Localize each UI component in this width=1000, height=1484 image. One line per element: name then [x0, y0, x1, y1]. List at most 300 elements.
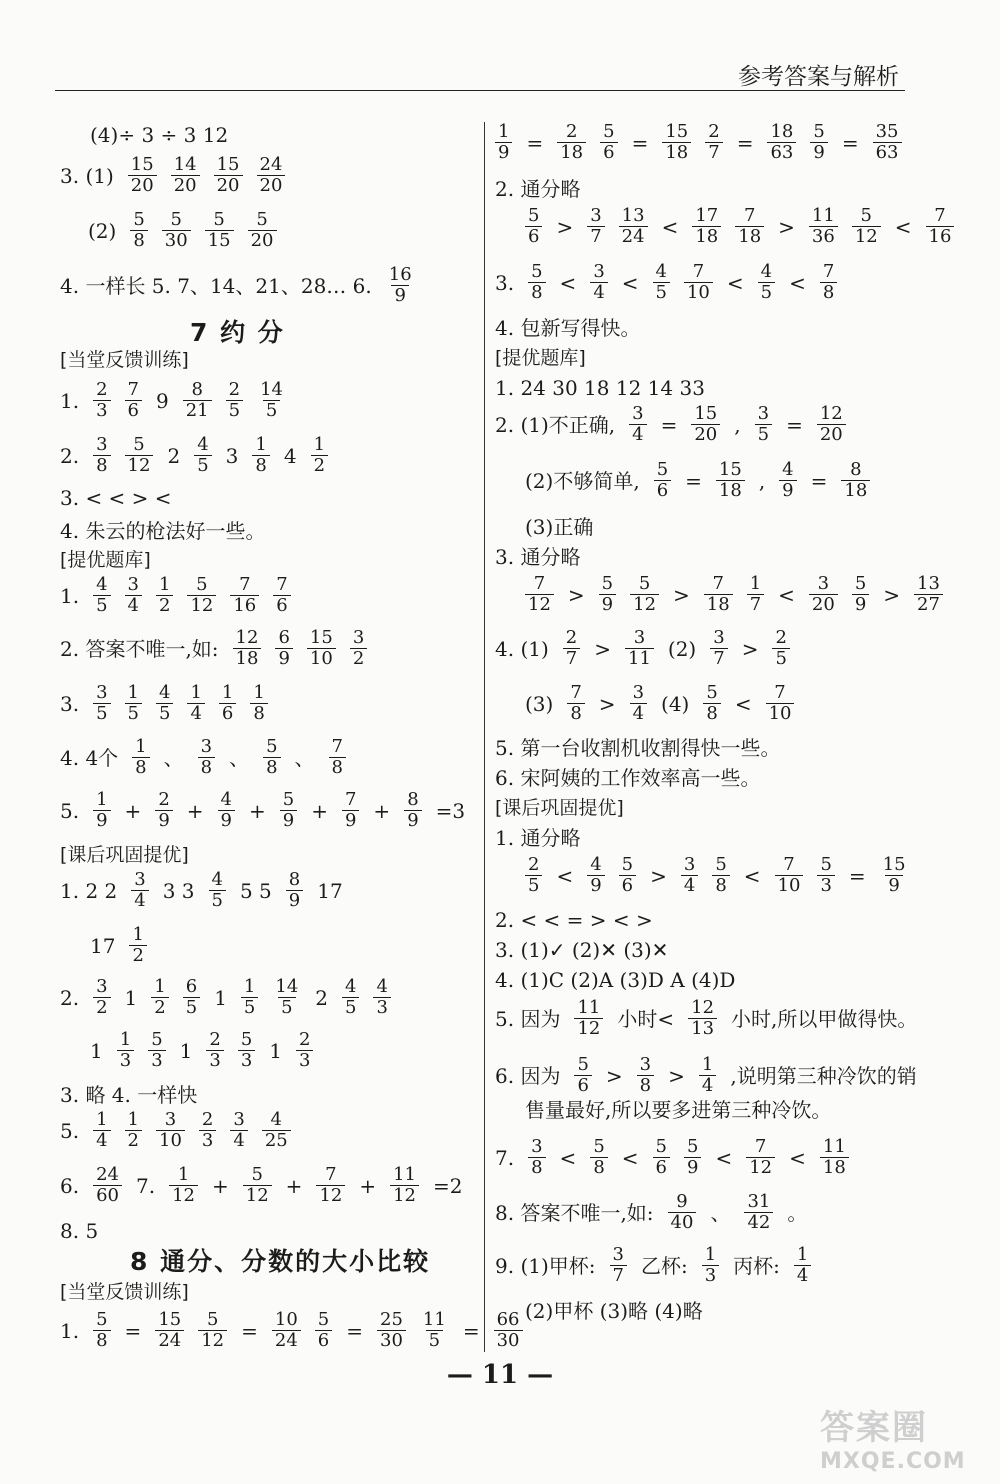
answer-text: [当堂反馈训练]	[60, 349, 189, 371]
fraction-denominator: 12	[574, 1018, 603, 1039]
fraction-numerator: 3	[593, 261, 605, 282]
fraction-numerator: 7	[533, 573, 546, 594]
fraction-numerator: 1	[749, 573, 762, 594]
fraction-denominator: 5	[426, 1330, 443, 1351]
fraction-denominator: 2	[125, 1130, 142, 1151]
fraction-denominator: 8	[637, 1075, 654, 1096]
fraction	[156, 683, 173, 724]
fraction-denominator: 5	[156, 703, 173, 724]
fraction-numerator: 1	[127, 1109, 139, 1130]
fraction-denominator: 5	[183, 997, 200, 1018]
fraction-numerator: 3	[817, 573, 830, 594]
fraction-numerator: 4	[590, 854, 602, 875]
fraction-numerator: 13	[621, 205, 645, 226]
answer-text: <	[743, 863, 761, 888]
fraction	[198, 737, 215, 778]
fraction	[93, 1165, 122, 1206]
fraction-numerator: 1	[255, 434, 267, 455]
fraction	[156, 575, 173, 616]
answer-text: 1	[90, 1038, 103, 1063]
watermark-top-text: 答案圈	[820, 1408, 928, 1448]
fraction-numerator: 5	[133, 434, 145, 455]
fraction	[703, 683, 720, 724]
answer-line	[60, 1165, 463, 1206]
fraction-numerator: 5	[96, 1309, 108, 1330]
answer-text: <	[621, 270, 639, 295]
fraction	[691, 404, 720, 445]
fraction-denominator: 10	[307, 648, 336, 669]
answer-text: 售量最好,所以要多进第三种冷饮。	[525, 1098, 832, 1122]
fraction	[125, 1110, 142, 1151]
fraction-denominator: 21	[183, 400, 212, 421]
fraction-denominator: 9	[93, 810, 110, 831]
fraction	[125, 683, 142, 724]
fraction	[710, 628, 727, 669]
fraction	[914, 574, 943, 615]
fraction	[712, 855, 729, 896]
fraction	[637, 1055, 654, 1096]
answer-line	[60, 265, 415, 306]
answer-text: =	[241, 1318, 258, 1343]
fraction-denominator: 9	[275, 648, 292, 669]
fraction	[775, 855, 804, 896]
answer-text: >	[778, 214, 795, 239]
fraction-numerator: 7	[754, 1136, 767, 1157]
answer-line	[495, 1055, 917, 1096]
answer-text: 、	[229, 745, 250, 770]
fraction-denominator: 2	[350, 648, 367, 669]
fraction-numerator: 3	[633, 627, 646, 648]
answer-text: >	[883, 582, 901, 607]
answer-text: +	[124, 798, 142, 823]
fraction-numerator: 5	[601, 573, 614, 594]
fraction-numerator: 5	[854, 573, 867, 594]
fraction-numerator: 1	[498, 121, 510, 142]
answer-text: (2)不够简单,	[525, 468, 640, 493]
fraction-numerator: 7	[276, 574, 288, 595]
section-title: 8 通分、分数的大小比较	[130, 1247, 431, 1276]
fraction-denominator: 9	[852, 594, 869, 615]
fraction-numerator: 1	[96, 789, 108, 810]
fraction-numerator: 2	[565, 627, 578, 648]
answer-text: 4. (1)	[495, 636, 549, 661]
fraction-numerator: 2	[565, 121, 578, 142]
fraction	[587, 855, 604, 896]
fraction-denominator: 7	[563, 648, 580, 669]
fraction	[528, 1137, 545, 1178]
fraction-denominator: 13	[688, 1018, 717, 1039]
answer-text: +	[248, 798, 266, 823]
answer-line	[60, 380, 286, 421]
fraction	[681, 855, 698, 896]
fraction-numerator: 12	[819, 403, 843, 424]
fraction-numerator: 5	[317, 1309, 330, 1330]
fraction-numerator: 7	[331, 736, 343, 757]
answer-line	[495, 763, 760, 793]
fraction	[755, 404, 772, 445]
fraction	[263, 737, 280, 778]
fraction-numerator: 11	[393, 1164, 417, 1185]
fraction	[316, 1165, 345, 1206]
fraction-numerator: 3	[134, 869, 146, 890]
fraction	[155, 790, 172, 831]
fraction	[272, 977, 301, 1018]
fraction-numerator: 5	[531, 261, 543, 282]
fraction	[495, 122, 512, 163]
fraction	[528, 262, 545, 303]
answer-line	[495, 122, 902, 163]
fraction	[386, 265, 415, 306]
answer-text: =	[124, 1318, 142, 1343]
fraction	[241, 977, 258, 1018]
fraction-denominator: 6	[219, 703, 236, 724]
answer-line	[90, 120, 228, 150]
answer-text: 1	[124, 985, 138, 1010]
fraction	[275, 628, 292, 669]
fraction	[809, 206, 838, 247]
fraction-denominator: 2	[151, 997, 168, 1018]
answer-text: >	[594, 636, 611, 661]
answer-text: =	[462, 1318, 480, 1343]
answer-text: 4. (1)C (2)A (3)D A (4)D	[495, 968, 736, 992]
answer-text: 2. < < = > < >	[495, 908, 653, 932]
fraction-numerator: 4	[345, 976, 357, 997]
answer-text: 3. < < > <	[60, 486, 172, 510]
fraction-denominator: 12	[630, 594, 659, 615]
fraction-denominator: 7	[705, 142, 722, 163]
fraction-numerator: 3	[233, 1109, 245, 1130]
fraction	[629, 404, 646, 445]
fraction	[684, 262, 713, 303]
fraction	[243, 1165, 272, 1206]
answer-line	[525, 683, 794, 724]
fraction	[169, 1165, 198, 1206]
fraction	[125, 575, 142, 616]
answer-text: +	[359, 1173, 377, 1198]
fraction-denominator: 6	[600, 142, 617, 163]
fraction-numerator: 5	[593, 1136, 605, 1157]
column-divider	[484, 122, 485, 1352]
fraction-numerator: 5	[621, 854, 634, 875]
answer-line	[60, 1216, 98, 1246]
fraction-numerator: 1	[190, 682, 202, 703]
fraction-numerator: 8	[407, 789, 419, 810]
fraction	[587, 206, 604, 247]
fraction-numerator: 24	[96, 1164, 119, 1185]
answer-text: 9. (1)甲杯:	[495, 1253, 596, 1278]
fraction-numerator: 4	[376, 976, 388, 997]
answer-text: 2.	[60, 985, 80, 1010]
fraction-numerator: 5	[240, 1029, 253, 1050]
answer-text: <	[789, 270, 806, 295]
answer-text: <	[789, 1145, 806, 1170]
answer-line	[60, 1110, 291, 1151]
answer-line	[60, 483, 172, 513]
fraction	[296, 1030, 313, 1071]
fraction-denominator: 6	[525, 226, 542, 247]
fraction-numerator: 4	[96, 574, 108, 595]
fraction-denominator: 8	[712, 875, 729, 896]
fraction-numerator: 5	[151, 1029, 163, 1050]
answer-text: >	[668, 1063, 685, 1088]
fraction-denominator: 42	[744, 1212, 773, 1233]
fraction-numerator: 1	[796, 1244, 809, 1265]
answer-text: 3. (1)✓ (2)✕ (3)✕	[495, 938, 669, 962]
fraction-numerator: 3	[713, 627, 725, 648]
answer-text: <	[559, 1145, 577, 1170]
answer-text: <	[734, 691, 752, 716]
fraction-denominator: 9	[587, 875, 604, 896]
fraction	[735, 206, 764, 247]
fraction-denominator: 8	[250, 703, 267, 724]
answer-line	[60, 683, 268, 724]
answer-text: 5.	[60, 798, 80, 823]
answer-text: >	[650, 863, 667, 888]
fraction-denominator: 8	[590, 1157, 607, 1178]
fraction	[218, 790, 235, 831]
fraction	[610, 1245, 627, 1286]
fraction-denominator: 30	[494, 1330, 523, 1351]
fraction-denominator: 3	[148, 1050, 165, 1071]
fraction-denominator: 3	[238, 1050, 255, 1071]
fraction-denominator: 20	[691, 424, 720, 445]
fraction-denominator: 5	[525, 875, 542, 896]
answer-line	[60, 737, 346, 778]
fraction	[390, 1165, 419, 1206]
fraction-denominator: 30	[377, 1330, 406, 1351]
fraction	[286, 870, 303, 911]
fraction-denominator: 12	[198, 1330, 227, 1351]
fraction-numerator: 1	[177, 1164, 190, 1185]
fraction	[125, 435, 154, 476]
answer-text: >	[741, 636, 759, 661]
fraction-denominator: 9	[342, 810, 359, 831]
fraction-denominator: 9	[599, 594, 616, 615]
answer-text: [课后巩固提优]	[60, 844, 189, 866]
answer-text: =	[841, 130, 859, 155]
fraction	[171, 155, 200, 196]
fraction-numerator: 7	[934, 205, 946, 226]
fraction	[619, 206, 648, 247]
answer-text: 5.	[60, 1118, 80, 1143]
answer-text: +	[212, 1173, 229, 1198]
fraction	[257, 155, 286, 196]
fraction-denominator: 18	[841, 480, 870, 501]
fraction-denominator: 9	[155, 810, 172, 831]
fraction-denominator: 5	[93, 703, 110, 724]
answer-text: 小时,所以甲做得快。	[731, 1006, 918, 1031]
fraction-denominator: 5	[653, 282, 670, 303]
answer-text: 5. 第一台收割机收割得快一些。	[495, 736, 781, 760]
fraction	[132, 737, 149, 778]
fraction	[252, 435, 269, 476]
fraction-numerator: 7	[127, 379, 139, 400]
fraction	[704, 574, 733, 615]
answer-text: 小时<	[617, 1006, 675, 1031]
fraction-numerator: 3	[612, 1244, 624, 1265]
fraction-numerator: 5	[706, 682, 718, 703]
fraction-numerator: 5	[638, 573, 651, 594]
fraction-denominator: 4	[699, 1075, 716, 1096]
answer-line	[525, 206, 954, 247]
answer-text: [课后巩固提优]	[495, 797, 624, 819]
fraction-denominator: 12	[852, 226, 881, 247]
answer-line	[60, 545, 151, 575]
fraction	[342, 790, 359, 831]
answer-line	[60, 1277, 189, 1307]
fraction-denominator: 5	[209, 890, 226, 911]
fraction-denominator: 18	[557, 142, 586, 163]
fraction-denominator: 6	[619, 875, 636, 896]
fraction-numerator: 3	[127, 574, 139, 595]
fraction	[744, 1192, 773, 1233]
fraction	[716, 460, 745, 501]
answer-text: +	[285, 1173, 303, 1198]
fraction	[155, 1310, 184, 1351]
answer-text: =	[660, 412, 678, 437]
answer-text: <	[715, 1145, 733, 1170]
answer-text: (2)	[88, 218, 117, 243]
fraction-denominator: 3	[117, 1050, 134, 1071]
fraction	[684, 1137, 701, 1178]
answer-line	[60, 155, 285, 196]
fraction-denominator: 60	[93, 1185, 122, 1206]
answer-line	[60, 575, 291, 616]
fraction-denominator: 10	[684, 282, 713, 303]
header-rule	[55, 90, 905, 91]
fraction	[747, 574, 764, 615]
fraction-denominator: 63	[873, 142, 902, 163]
fraction	[688, 998, 717, 1039]
answer-text: 4. 一样长 5. 7、14、21、28… 6.	[60, 273, 372, 298]
fraction-numerator: 16	[388, 264, 412, 285]
fraction-numerator: 2	[158, 789, 170, 810]
fraction-numerator: 15	[718, 459, 742, 480]
fraction-numerator: 1	[243, 976, 256, 997]
fraction-numerator: 1	[154, 976, 166, 997]
fraction	[820, 1137, 849, 1178]
fraction-denominator: 20	[171, 175, 200, 196]
fraction-numerator: 3	[632, 682, 645, 703]
fraction-numerator: 11	[822, 1136, 846, 1157]
fraction-denominator: 9	[286, 890, 303, 911]
answer-line	[60, 977, 391, 1018]
fraction-numerator: 15	[216, 154, 240, 175]
answer-text: 6.	[60, 1173, 80, 1198]
fraction-denominator: 4	[794, 1265, 811, 1286]
fraction-denominator: 2	[311, 455, 328, 476]
fraction-numerator: 3	[757, 403, 770, 424]
fraction-numerator: 2	[299, 1029, 311, 1050]
fraction-denominator: 9	[280, 810, 297, 831]
fraction	[131, 870, 148, 911]
answer-text: ,说明第三种冷饮的销	[730, 1063, 917, 1088]
answer-text: 6. 因为	[495, 1063, 561, 1088]
answer-text: [提优题库]	[60, 549, 151, 571]
answer-text: =	[810, 468, 828, 493]
fraction-denominator: 8	[93, 1330, 110, 1351]
answer-text: =	[685, 468, 702, 493]
answer-line	[525, 574, 943, 615]
fraction-denominator: 6	[273, 595, 290, 616]
fraction-denominator: 16	[926, 226, 955, 247]
fraction	[250, 683, 267, 724]
answer-text: 2. 答案不唯一,如:	[60, 636, 219, 661]
answer-text: <	[621, 1145, 639, 1170]
fraction-numerator: 5	[170, 209, 182, 230]
fraction-denominator: 7	[587, 226, 604, 247]
fraction-numerator: 8	[850, 459, 862, 480]
fraction-numerator: 5	[266, 736, 278, 757]
fraction-denominator: 5	[263, 400, 280, 421]
fraction-numerator: 1	[704, 1244, 717, 1265]
fraction	[156, 1110, 185, 1151]
fraction-numerator: 7	[783, 854, 795, 875]
fraction-numerator: 2	[708, 121, 720, 142]
fraction-denominator: 8	[528, 282, 545, 303]
fraction-denominator: 20	[257, 175, 286, 196]
answer-line	[495, 998, 917, 1039]
watermark-logo	[820, 1400, 970, 1474]
answer-text: =2	[433, 1173, 463, 1198]
fraction-numerator: 3	[164, 1109, 177, 1130]
answer-text: 4	[283, 443, 297, 468]
fraction-numerator: 15	[665, 121, 689, 142]
answer-line	[495, 404, 846, 445]
fraction	[238, 1030, 255, 1071]
fraction-denominator: 9	[810, 142, 827, 163]
fraction	[377, 1310, 406, 1351]
fraction-denominator: 12	[169, 1185, 198, 1206]
fraction-numerator: 9	[676, 1191, 688, 1212]
fraction-numerator: 5	[196, 574, 208, 595]
fraction-numerator: 5	[686, 1136, 699, 1157]
answer-line	[495, 628, 790, 669]
fraction-denominator: 3	[296, 1050, 313, 1071]
fraction	[820, 262, 837, 303]
fraction	[692, 206, 721, 247]
answer-text: 1.	[60, 583, 80, 608]
fraction-numerator: 3	[96, 682, 108, 703]
fraction	[198, 1310, 227, 1351]
fraction	[262, 1110, 291, 1151]
fraction-denominator: 63	[767, 142, 796, 163]
answer-text: 1	[214, 985, 227, 1010]
answer-line	[525, 512, 593, 542]
fraction	[817, 855, 834, 896]
fraction-numerator: 15	[158, 1309, 182, 1330]
fraction-denominator: 25	[262, 1130, 291, 1151]
fraction-denominator: 18	[233, 648, 262, 669]
fraction	[494, 1310, 523, 1351]
answer-text: 、	[294, 745, 315, 770]
fraction-denominator: 18	[735, 226, 764, 247]
fraction-denominator: 18	[716, 480, 745, 501]
fraction-numerator: 5	[133, 209, 145, 230]
answer-text: 5. 因为	[495, 1006, 561, 1031]
answer-text: 3 3	[162, 878, 195, 903]
answer-text: 4. 4个	[60, 745, 119, 770]
fraction-denominator: 4	[681, 875, 698, 896]
fraction	[248, 210, 277, 251]
fraction-denominator: 9	[495, 142, 512, 163]
answer-line	[495, 935, 668, 965]
fraction-numerator: 12	[235, 627, 259, 648]
fraction-denominator: 5	[194, 455, 211, 476]
answer-text: ,	[758, 468, 766, 493]
fraction-numerator: 1	[127, 682, 139, 703]
fraction	[852, 574, 869, 615]
